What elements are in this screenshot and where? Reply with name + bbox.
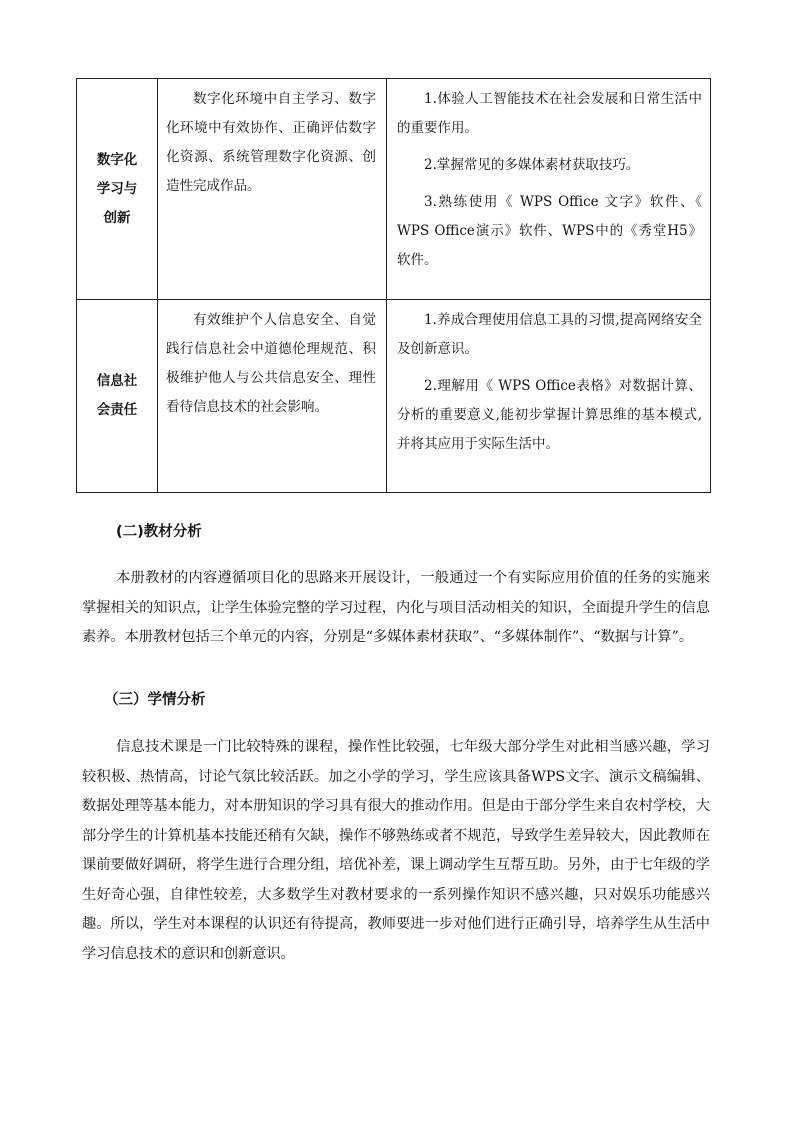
- literacy-table: [76, 78, 711, 493]
- row-label-line: 学习与: [96, 180, 138, 197]
- row-point: 1.体验人工智能技术在社会发展和日常生活中的重要作用。: [397, 91, 702, 136]
- section-body-student-analysis: 信息技术课是一门比较特殊的课程，操作性比较强，七年级大部分学生对此相当感兴趣，学习较积极、热情高，讨论气氛比较活跃。加之小学的学习，学生应该具备WPS文字、演示文稿编辑、数据处理等基本能力，对本册知识的学习具有很大的推动作用。但是由于部分学生来自农村学校，大部分学生的计算机基本技能还稍有欠缺，操作不够熟练或者不规范，导致学生差异较大，因此教师在课前要做好调研，将学生进行合理分组，培优补差，课上调动学生互帮互助。另外，由于七年级的学生好奇心强，自律性较差，大多数学生对教材要求的一系列操作知识不感兴趣，只对娱乐功能感兴趣。所以，学生对本课程的认识还有待提高，教师要进一步对他们进行正确引导，培养学生从生活中学习信息技术的意识和创新意识。: [82, 739, 710, 962]
- row-description: 数字化环境中自主学习、数字化环境中有效协作、正确评估数字化资源、系统管理数字化资源、创造性完成作品。: [166, 91, 376, 194]
- row-label-line: 数字化: [96, 151, 138, 168]
- section-body-textbook-analysis: 本册教材的内容遵循项目化的思路来开展设计，一般通过一个有实际应用价值的任务的实施来掌握相关的知识点，让学生体验完整的学习过程，内化与项目活动相关的知识，全面提升学生的信息素养。本册教材包括三个单元的内容，分别是“多媒体素材获取”、“多媒体制作”、“数据与计算”。: [82, 570, 710, 645]
- row-description-cell: [158, 300, 387, 493]
- row-label-cell: [77, 79, 158, 300]
- row-label-cell: [77, 300, 158, 493]
- row-point: 1.养成合理使用信息工具的习惯,提高网络安全及创新意识。: [397, 312, 702, 357]
- row-label-line: 创新: [103, 209, 131, 226]
- section-heading-textbook-analysis: (二)教材分析: [116, 524, 202, 540]
- row-point: 3.熟练使用《 WPS Office 文字》软件、《 WPS Office演示》软件、WPS中的《秀堂H5》软件。: [397, 194, 702, 268]
- row-description-cell: [158, 79, 387, 300]
- row-description: 有效维护个人信息安全、自觉践行信息社会中道德伦理规范、积极维护他人与公共信息安全、理性看待信息技术的社会影响。: [166, 312, 376, 415]
- row-point: 2.理解用《 WPS Office表格》对数据计算、分析的重要意义,能初步掌握计算思维的基本模式,并将其应用于实际生活中。: [397, 378, 702, 452]
- row-points-cell: [387, 79, 711, 300]
- row-label-line: 信息社: [96, 373, 138, 389]
- section-heading-student-analysis: （三）学情分析: [104, 692, 206, 708]
- row-point: 2.掌握常见的多媒体素材获取技巧。: [424, 157, 640, 173]
- row-points-cell: [387, 300, 711, 493]
- row-label-line: 会责任: [96, 402, 138, 418]
- table-row: [77, 300, 711, 493]
- table-row: [77, 79, 711, 300]
